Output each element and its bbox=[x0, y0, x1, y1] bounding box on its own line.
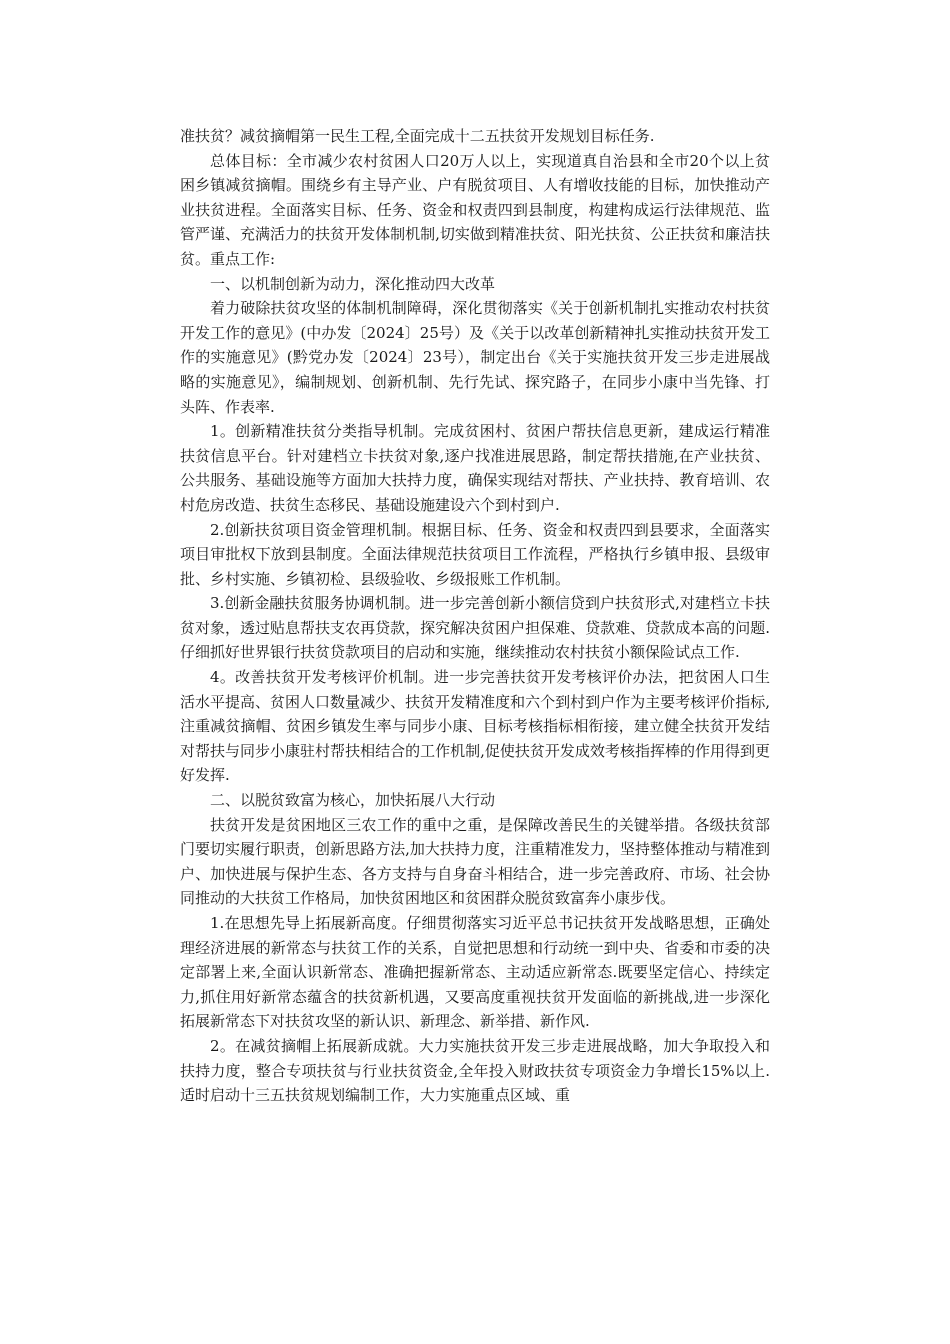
paragraph-item-2-2: 2。在减贫摘帽上拓展新成就。大力实施扶贫开发三步走进展战略，加大争取投入和扶持力度，整合专项扶贫与行业扶贫资金,全年投入财政扶贫专项资金力争增长15%以上.适时启动十三五扶贫规划编制工作，大力实施重点区域、重 bbox=[180, 1036, 770, 1105]
section-heading-2: 二、以脱贫致富为核心，加快拓展八大行动 bbox=[210, 791, 496, 810]
paragraph-item-2-1: 1.在思想先导上拓展新高度。仔细贯彻落实习近平总书记扶贫开发战略思想，正确处理经济进展的新常态与扶贫工作的关系，自觉把思想和行动统一到中央、省委和市委的决定部署上来,全面认识新常态、准确把握新常态、主动适应新常态.既要坚定信心、持续定力,抓住用好新常态蕴含的扶贫新机遇，又要高度重视扶贫开发面临的新挑战,进一步深化拓展新常态下对扶贫攻坚的新认识、新理念、新举措、新作风. bbox=[180, 914, 770, 1031]
paragraph-item-1-4: 4。改善扶贫开发考核评价机制。进一步完善扶贫开发考核评价办法，把贫困人口生活水平提高、贫困人口数量减少、扶贫开发精准度和六个到村到户作为主要考核评价指标,注重减贫摘帽、贫困乡镇发生率与同步小康、目标考核指标相衔接，建立健全扶贫开发结对帮扶与同步小康驻村帮扶相结合的工作机制,促使扶贫开发成效考核指挥棒的作用得到更好发挥. bbox=[180, 668, 770, 785]
paragraph-item-1-3: 3.创新金融扶贫服务协调机制。进一步完善创新小额信贷到户扶贫形式,对建档立卡扶贫对象，透过贴息帮扶支农再贷款，探究解决贫困户担保难、贷款难、贷款成本高的问题.仔细抓好世界银行扶贫贷款项目的启动和实施，继续推动农村扶贫小额保险试点工作. bbox=[180, 594, 770, 662]
paragraph-section-1-intro: 着力破除扶贫攻坚的体制机制障碍，深化贯彻落实《关于创新机制扎实推动农村扶贫开发工作的意见》(中办发〔2024〕25号）及《关于以改革创新精神扎实推动扶贫开发工作的实施意见》(黔党办发〔2024〕23号），制定出台《关于实施扶贫开发三步走进展战略的实施意见》，编制规划、创新机制、先行先试、探究路子，在同步小康中当先锋、打头阵、作表率. bbox=[180, 299, 770, 416]
paragraph-section-2-intro: 扶贫开发是贫困地区三农工作的重中之重，是保障改善民生的关键举措。各级扶贫部门要切实履行职责，创新思路方法,加大扶持力度，注重精准发力，坚持整体推动与精准到户、加快进展与保护生态、各方支持与自身奋斗相结合，进一步完善政府、市场、社会协同推动的大扶贫工作格局，加快贫困地区和贫困群众脱贫致富奔小康步伐。 bbox=[180, 815, 770, 908]
paragraph-item-1-1: 1。创新精准扶贫分类指导机制。完成贫困村、贫困户帮扶信息更新，建成运行精准扶贫信息平台。针对建档立卡扶贫对象,逐户找准进展思路，制定帮扶措施,在产业扶贫、公共服务、基础设施等方面加大扶持力度，确保实现结对帮扶、产业扶持、教育培训、农村危房改造、扶贫生态移民、基础设施建设六个到村到户. bbox=[180, 422, 770, 514]
paragraph-continuation: 准扶贫？减贫摘帽第一民生工程,全面完成十二五扶贫开发规划目标任务. bbox=[180, 127, 655, 145]
section-heading-1: 一、以机制创新为动力，深化推动四大改革 bbox=[210, 274, 496, 293]
document-page bbox=[180, 124, 770, 1108]
paragraph-item-1-2: 2.创新扶贫项目资金管理机制。根据目标、任务、资金和权责四到县要求，全面落实项目审批权下放到县制度。全面法律规范扶贫项目工作流程，严格执行乡镇申报、县级审批、乡村实施、乡镇初检、县级验收、乡级报账工作机制。 bbox=[180, 520, 770, 588]
paragraph-overall-goal: 总体目标：全市减少农村贫困人口20万人以上，实现道真自治县和全市20个以上贫困乡镇减贫摘帽。围绕乡有主导产业、户有脱贫项目、人有增收技能的目标，加快推动产业扶贫进程。全面落实目标、任务、资金和权责四到县制度，构建构成运行法律规范、监管严谨、充满活力的扶贫开发体制机制,切实做到精准扶贫、阳光扶贫、公正扶贫和廉洁扶贫。重点工作: bbox=[180, 151, 770, 268]
